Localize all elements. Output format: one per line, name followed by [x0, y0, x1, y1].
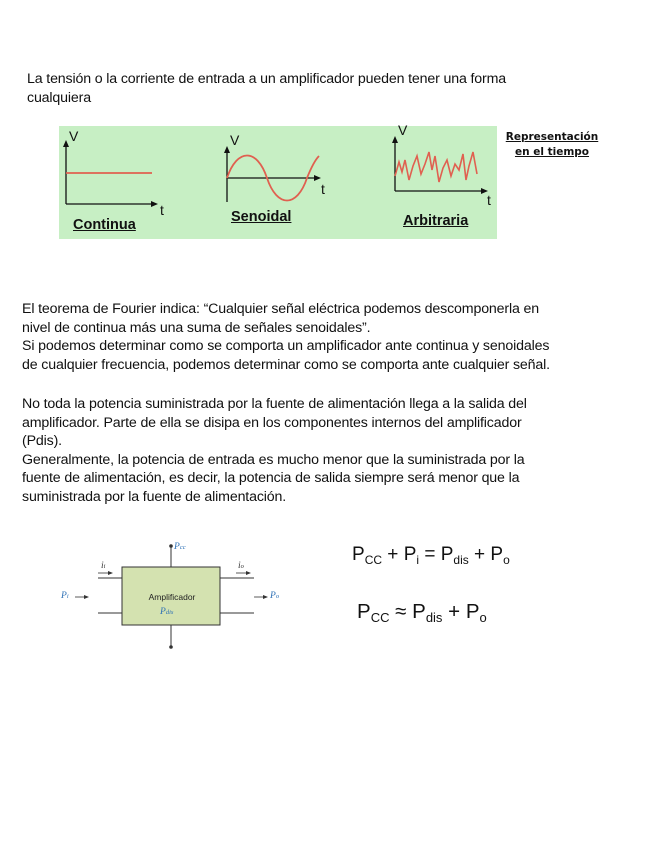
- fourier-line-4: de cualquier frecuencia, podemos determinar como se comporta ante cualquier señal.: [22, 356, 550, 373]
- arbitraria-axis-v: V: [398, 122, 408, 138]
- intro-line-2: cualquiera: [27, 89, 91, 106]
- fourier-line-1: El teorema de Fourier indica: “Cualquier señal eléctrica podemos descomponerla en: [22, 301, 540, 317]
- pi-label: Pi: [61, 591, 69, 601]
- pdis-label: Pdis: [160, 607, 174, 617]
- signal-types-panel: [59, 122, 497, 239]
- continua-axis-v: V: [69, 128, 79, 144]
- fourier-line-3: Si podemos determinar como se comporta un amplificador ante continua y senoidales: [22, 338, 550, 354]
- power-line-4: Generalmente, la potencia de entrada es mucho menor que la suministrada por la: [22, 451, 525, 468]
- arbitraria-axis-t: t: [487, 192, 491, 208]
- representation-line-1: Representación: [505, 131, 599, 143]
- io-label: io: [238, 561, 244, 571]
- senoidal-axis-t: t: [321, 181, 325, 197]
- power-line-6: suministrada por la fuente de alimentación.: [22, 488, 287, 505]
- senoidal-label: Senoidal: [231, 209, 292, 225]
- pcc-label: Pcc: [174, 542, 186, 552]
- power-line-5: fuente de alimentación, es decir, la potencia de salida siempre será menor que la: [22, 470, 520, 486]
- ii-label: ii: [101, 561, 106, 571]
- power-line-2: amplificador. Parte de ella se disipa en los componentes internos del amplificador: [22, 414, 522, 431]
- representation-line-2: en el tiempo: [514, 146, 590, 158]
- senoidal-plot: [224, 146, 321, 202]
- fourier-line-2: nivel de continua más una suma de señales senoidales”.: [22, 319, 371, 336]
- arbitraria-label: Arbitraria: [403, 213, 469, 229]
- po-label: Po: [270, 591, 280, 601]
- power-paragraph: [22, 395, 642, 506]
- continua-axis-t: t: [160, 202, 164, 218]
- power-line-3: (Pdis).: [22, 433, 62, 449]
- time-representation-label: [503, 130, 601, 160]
- arbitraria-trace: [395, 152, 477, 182]
- power-line-1: No toda la potencia suministrada por la fuente de alimentación llega a la salida del: [22, 396, 527, 412]
- amplifier-title: Amplificador: [148, 592, 196, 602]
- continua-label: Continua: [73, 217, 136, 233]
- power-balance-equation: $P_{CC} + P_i = P_{dis} + P_o$: [352, 544, 510, 567]
- senoidal-axis-v: V: [230, 132, 240, 148]
- intro-line-1: La tensión o la corriente de entrada a un amplificador pueden tener una forma: [27, 71, 507, 87]
- amplifier-block-diagram: [58, 540, 298, 655]
- fourier-paragraph: [22, 300, 642, 374]
- intro-paragraph: [27, 70, 647, 107]
- power-approximation-equation: $P_{CC} \approx P_{dis} + P_o$: [357, 600, 487, 625]
